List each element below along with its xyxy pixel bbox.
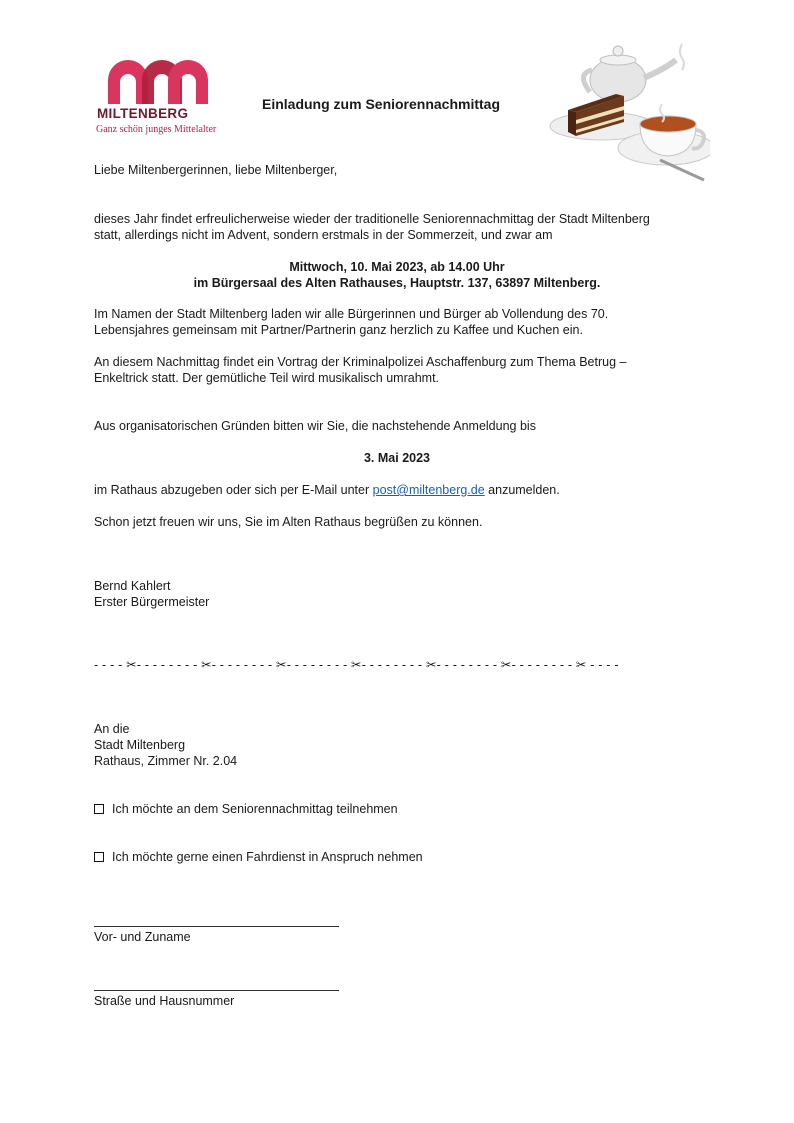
name-field-line[interactable] <box>94 926 339 927</box>
paragraph2-line-2: Lebensjahres gemeinsam mit Partner/Partnerin ganz herzlich zu Kaffee und Kuchen ein. <box>94 323 583 337</box>
paragraph3-line-1: An diesem Nachmittag findet ein Vortrag der Kriminalpolizei Aschaffenburg zum Thema Betrug – <box>94 355 627 369</box>
event-date: Mittwoch, 10. Mai 2023, ab 14.00 Uhr <box>289 260 505 274</box>
submit-text-before: im Rathaus abzugeben oder sich per E-Mail unter <box>94 483 373 497</box>
option-attend-label: Ich möchte an dem Seniorennachmittag teilnehmen <box>112 802 398 816</box>
paragraph3-line-2: Enkeltrick statt. Der gemütliche Teil wird musikalisch umrahmt. <box>94 371 440 385</box>
paragraph2-line-1: Im Namen der Stadt Miltenberg laden wir alle Bürgerinnen und Bürger ab Vollendung des 70. <box>94 307 609 321</box>
intro-line-2: statt, allerdings nicht im Advent, sondern erstmals in der Sommerzeit, und zwar am <box>94 228 553 242</box>
recipient-line-3: Rathaus, Zimmer Nr. 2.04 <box>94 754 238 768</box>
attend-checkbox[interactable] <box>94 804 104 814</box>
name-field-label: Vor- und Zuname <box>94 930 191 944</box>
submit-text-after: anzumelden. <box>484 483 560 497</box>
registration-request: Aus organisatorischen Gründen bitten wir Sie, die nachstehende Anmeldung bis <box>94 419 536 433</box>
greeting: Liebe Miltenbergerinnen, liebe Miltenberger, <box>94 163 338 177</box>
signature-role: Erster Bürgermeister <box>94 595 210 609</box>
page-title: Einladung zum Seniorennachmittag <box>262 96 501 112</box>
option-transport[interactable] <box>94 849 423 865</box>
option-transport-label: Ich möchte gerne einen Fahrdienst in Anspruch nehmen <box>112 850 423 864</box>
closing-text: Schon jetzt freuen wir uns, Sie im Alten Rathaus begrüßen zu können. <box>94 515 483 529</box>
street-field-label: Straße und Hausnummer <box>94 994 235 1008</box>
recipient-line-1: An die <box>94 722 130 736</box>
email-link[interactable]: post@miltenberg.de <box>372 483 485 497</box>
signature-name: Bernd Kahlert <box>94 579 171 593</box>
recipient-line-2: Stadt Miltenberg <box>94 738 186 752</box>
coffee-and-cake-image <box>548 40 710 185</box>
option-attend[interactable] <box>94 801 398 817</box>
logo-arches-icon <box>106 58 210 104</box>
street-field-line[interactable] <box>94 990 339 991</box>
logo-name: MILTENBERG <box>97 106 189 121</box>
deadline-date: 3. Mai 2023 <box>363 451 430 465</box>
event-place: im Bürgersaal des Alten Rathauses, Hauptstr. 137, 63897 Miltenberg. <box>193 276 601 290</box>
intro-line-1: dieses Jahr findet erfreulicherweise wieder der traditionelle Seniorennachmittag der Stadt Miltenberg <box>94 212 650 226</box>
transport-checkbox[interactable] <box>94 852 104 862</box>
submit-instruction <box>94 482 560 498</box>
logo-tagline: Ganz schön junges Mittelalter <box>96 124 217 135</box>
cut-line: - - - - ✂- - - - - - - - ✂- - - - - - - - ✂- - - - - - - - ✂- - - - - - - - ✂- - - - - - - - ✂- - - - - - - - ✂ - - - - <box>94 658 619 672</box>
